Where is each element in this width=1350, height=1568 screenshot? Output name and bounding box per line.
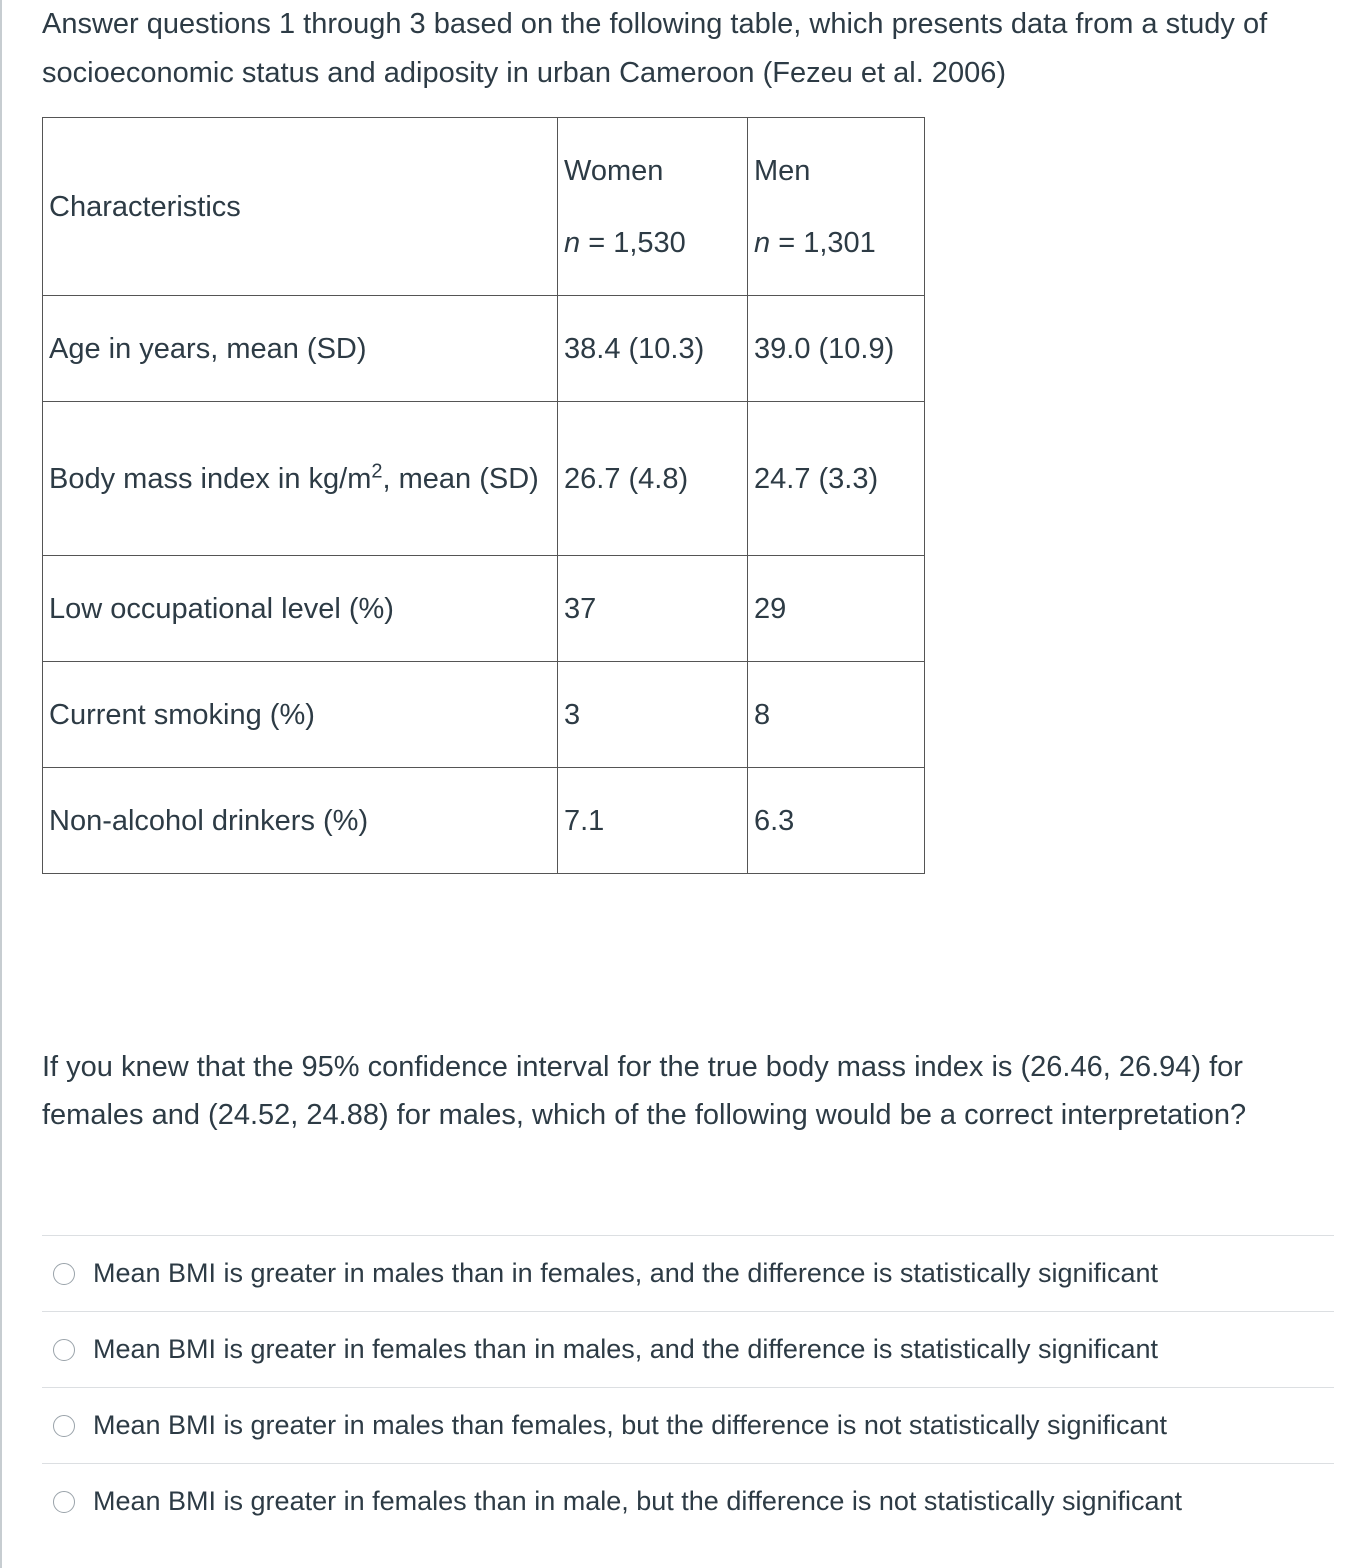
radio-button[interactable] bbox=[53, 1415, 75, 1437]
table-row bbox=[43, 662, 925, 768]
answer-option-1[interactable] bbox=[42, 1235, 1334, 1311]
header-men-n-value: = 1,301 bbox=[770, 226, 876, 259]
table-row bbox=[43, 768, 925, 874]
row-men-value: 24.7 (3.3) bbox=[748, 402, 925, 556]
radio-button[interactable] bbox=[53, 1491, 75, 1513]
table-row bbox=[43, 296, 925, 402]
table-header-row bbox=[43, 118, 925, 296]
row-men-value: 8 bbox=[748, 662, 925, 768]
row-men-value: 29 bbox=[748, 556, 925, 662]
radio-button[interactable] bbox=[53, 1339, 75, 1361]
answer-option-3[interactable] bbox=[42, 1387, 1334, 1463]
answer-label[interactable]: Mean BMI is greater in females than in male, but the difference is not statistically significant bbox=[93, 1486, 1183, 1516]
row-label: Low occupational level (%) bbox=[43, 556, 558, 662]
question-intro-text: Answer questions 1 through 3 based on the following table, which presents data from a study of socioeconomic status and adiposity in urban Cameroon (Fezeu et al. 2006) bbox=[42, 8, 1268, 89]
answer-label[interactable]: Mean BMI is greater in females than in males, and the difference is statistically significant bbox=[93, 1334, 1159, 1364]
row-women-value: 37 bbox=[558, 556, 748, 662]
row-label bbox=[43, 402, 558, 556]
header-men-label: Men bbox=[754, 154, 811, 187]
question-text: If you knew that the 95% confidence interval for the true body mass index is (26.46, 26.94) for females and (24.52, 24.88) for males, which of the following would be a correct interpretation? bbox=[42, 1051, 1247, 1131]
header-men-n-var: n bbox=[754, 226, 771, 259]
row-men-value: 6.3 bbox=[748, 768, 925, 874]
row-label-suffix: , mean (SD) bbox=[382, 462, 539, 495]
header-women-n-var: n bbox=[564, 226, 581, 259]
table-row bbox=[43, 556, 925, 662]
row-label: Current smoking (%) bbox=[43, 662, 558, 768]
row-label: Age in years, mean (SD) bbox=[43, 296, 558, 402]
header-women-label: Women bbox=[564, 154, 664, 187]
row-label-prefix: Body mass index in kg/m bbox=[49, 462, 372, 495]
header-women-n-value: = 1,530 bbox=[580, 226, 686, 259]
header-characteristics: Characteristics bbox=[43, 118, 558, 296]
row-women-value: 26.7 (4.8) bbox=[558, 402, 748, 556]
header-men-n bbox=[754, 207, 924, 279]
header-women bbox=[558, 118, 748, 296]
answer-option-2[interactable] bbox=[42, 1311, 1334, 1387]
answer-list bbox=[42, 1235, 1334, 1539]
table-row bbox=[43, 402, 925, 556]
row-women-value: 38.4 (10.3) bbox=[558, 296, 748, 402]
answer-label[interactable]: Mean BMI is greater in males than females, but the difference is not statistically significant bbox=[93, 1410, 1168, 1440]
header-women-n bbox=[564, 207, 747, 279]
row-label-superscript: 2 bbox=[371, 459, 383, 482]
row-men-value: 39.0 (10.9) bbox=[748, 296, 925, 402]
radio-button[interactable] bbox=[53, 1263, 75, 1285]
header-men bbox=[748, 118, 925, 296]
page-left-border bbox=[0, 0, 2, 1568]
answer-label[interactable]: Mean BMI is greater in males than in females, and the difference is statistically significant bbox=[93, 1258, 1159, 1288]
row-women-value: 3 bbox=[558, 662, 748, 768]
row-women-value: 7.1 bbox=[558, 768, 748, 874]
data-table bbox=[42, 117, 925, 874]
answer-option-4[interactable] bbox=[42, 1463, 1334, 1539]
row-label: Non-alcohol drinkers (%) bbox=[43, 768, 558, 874]
